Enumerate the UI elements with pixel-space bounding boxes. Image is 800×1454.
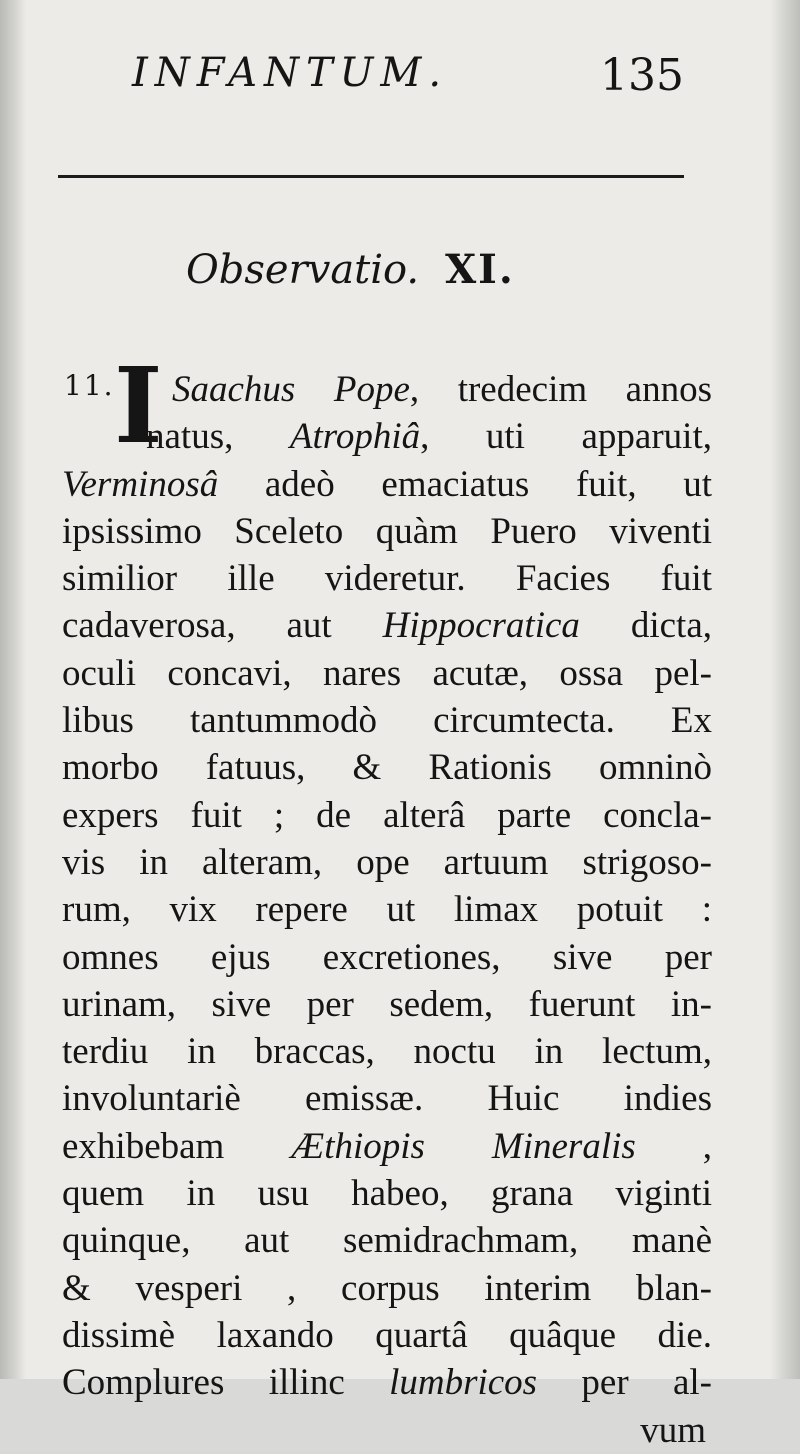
observation-heading [186, 240, 606, 300]
italic-phrase: Verminosâ [62, 463, 219, 505]
italic-phrase: Atrophiâ [289, 416, 421, 458]
page-header [132, 38, 692, 108]
text-run: & vesperi , corpus interim blan- [62, 1267, 712, 1309]
page-number: 135 [600, 50, 684, 101]
running-title: INFANTUM. [132, 50, 449, 96]
text-run: vis in alteram, ope artuum strigoso- [62, 841, 712, 883]
text-line [62, 1359, 712, 1406]
text-line [62, 461, 712, 508]
text-run: adeò emaciatus fuit, ut [218, 463, 712, 505]
header-rule [58, 175, 684, 178]
text-run: , tredecim annos [409, 369, 712, 410]
text-run: dissimè laxando quartâ quâque die. [62, 1314, 712, 1356]
text-line [62, 697, 712, 744]
text-run: expers fuit ; de alterâ parte concla- [62, 794, 712, 836]
observation-word: Observatio. [186, 247, 420, 293]
text-run: oculi concavi, nares acutæ, ossa pel- [62, 652, 712, 694]
text-run: terdiu in braccas, noctu in lectum, [62, 1031, 712, 1073]
text-line [62, 981, 712, 1028]
text-run: cadaverosa, aut [62, 605, 383, 647]
text-line [62, 1312, 712, 1359]
body-text [62, 366, 712, 1454]
text-line [62, 1170, 712, 1217]
text-run: omnes ejus excretiones, sive per [62, 936, 712, 978]
text-run: per al- [537, 1362, 712, 1404]
text-run: natus, [146, 416, 290, 458]
text-run: libus tantummodò circumtecta. Ex [62, 700, 712, 742]
italic-phrase: Hippocratica [382, 605, 580, 647]
text-line [62, 1217, 712, 1264]
text-run: , uti apparuit, [420, 416, 712, 458]
text-line [62, 1028, 712, 1075]
italic-phrase: Æthiopis Mineralis [291, 1125, 636, 1167]
text-run: dicta, [579, 605, 712, 647]
text-line [62, 508, 712, 555]
text-run: involuntariè emissæ. Huic indies [62, 1078, 712, 1120]
text-line [62, 934, 712, 981]
text-line [62, 1265, 712, 1312]
catchword: vum [640, 1409, 706, 1451]
text-run: urinam, sive per sedem, fuerunt in- [62, 983, 712, 1025]
italic-phrase: Saachus Pope [172, 369, 410, 410]
text-line [62, 1075, 712, 1122]
text-run: morbo fatuus, & Rationis omninò [62, 747, 712, 789]
text-run: ipsissimo Sceleto quàm Puero viventi [62, 510, 712, 552]
text-run: Complures illinc [62, 1362, 390, 1404]
text-line [62, 1123, 712, 1170]
text-line [62, 650, 712, 697]
italic-phrase: lumbricos [389, 1362, 538, 1404]
observation-number: XI. [445, 246, 515, 293]
text-run: quem in usu habeo, grana viginti [62, 1173, 712, 1215]
text-run: rum, vix repere ut limax potuit : [62, 889, 712, 931]
text-line [62, 839, 712, 886]
paragraph-marker: 11. [64, 369, 115, 402]
text-line [62, 602, 712, 649]
text-run: similior ille videretur. Facies fuit [62, 558, 712, 600]
text-line [62, 744, 712, 791]
text-line [62, 792, 712, 839]
text-line [62, 366, 712, 413]
drop-cap: I [114, 344, 163, 467]
text-run: exhibebam [62, 1125, 292, 1167]
text-line [62, 886, 712, 933]
text-run: quinque, aut semidrachmam, manè [62, 1220, 712, 1262]
text-line [62, 413, 712, 460]
text-line [62, 555, 712, 602]
text-run: , [635, 1125, 712, 1167]
